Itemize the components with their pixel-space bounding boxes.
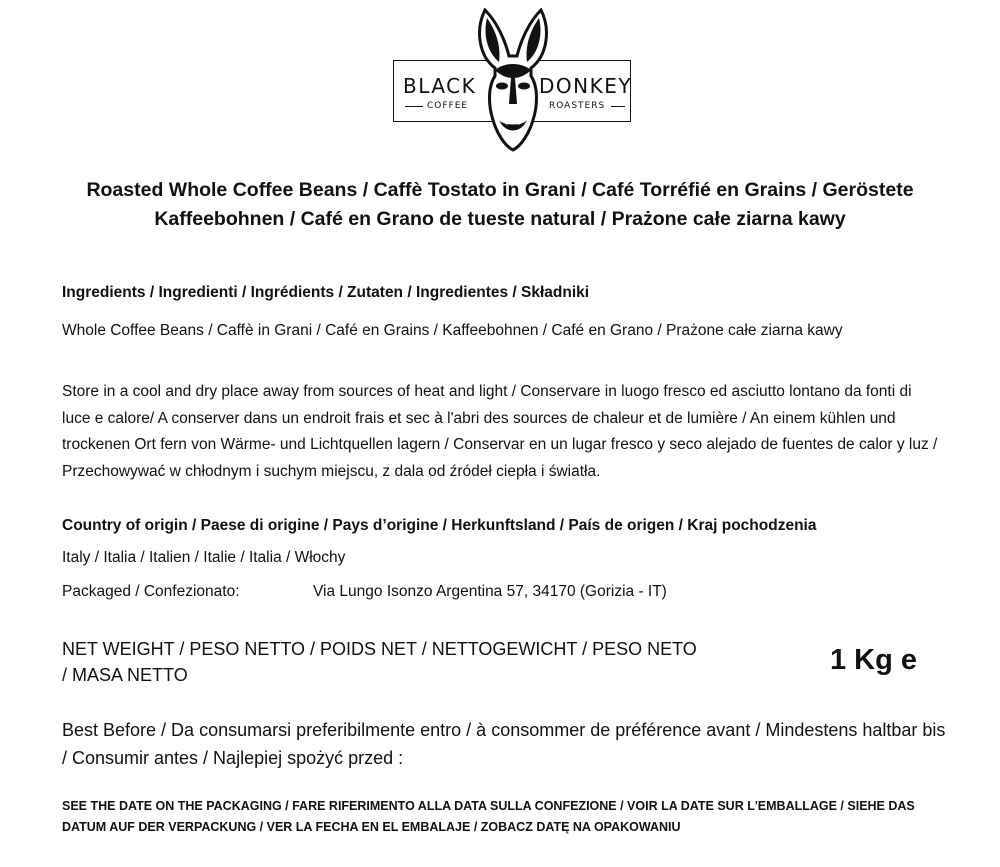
- best-before-label: Best Before / Da consumarsi preferibilmente entro / à consommer de préférence avant / Mindestens haltbar bis / Consumir antes / Najlepiej spożyć przed :: [62, 720, 946, 768]
- logo-rule-left: [405, 106, 423, 107]
- origin-heading: Country of origin / Paese di origine / Pays d’origine / Herkunftsland / País de origen / Kraj pochodzenia: [62, 517, 817, 534]
- logo-word-donkey: DONKEY: [539, 74, 633, 98]
- ingredients-text: Whole Coffee Beans / Caffè in Grani / Café en Grains / Kaffeebohnen / Café en Grano / Prażone całe ziarna kawy: [62, 322, 843, 339]
- net-weight-label: NET WEIGHT / PESO NETTO / POIDS NET / NETTOGEWICHT / PESO NETO / MASA NETTO: [62, 639, 697, 685]
- origin-text: Italy / Italia / Italien / Italie / Italia / Włochy: [62, 549, 346, 566]
- brand-logo: [393, 8, 633, 156]
- logo-sub-roasters: ROASTERS: [549, 101, 606, 111]
- product-title: Roasted Whole Coffee Beans / Caffè Tostato in Grani / Café Torréfié en Grains / Geröstete Kaffeebohnen / Café en Grano de tueste natural / Prażone całe ziarna kawy: [86, 179, 914, 230]
- logo-sub-coffee: COFFEE: [427, 101, 469, 111]
- storage-instructions: Store in a cool and dry place away from sources of heat and light / Conservare in luogo fresco ed asciutto lontano da fonti di luce e calore/ A conserver dans un endroit frais et sec à l'abri des sources de chaleur et de lumière / An einem kühlen und trockenen Ort fern von Wärme- und Lichtquellen lagern / Conservar en un lugar fresco y seco alejado de fuentes de calor y luz / Przechowywać w chłodnym i suchym miejscu, z dala od źródeł ciepła i światła.: [62, 383, 938, 480]
- net-weight-value: 1 Kg e: [830, 644, 918, 676]
- ingredients-heading: Ingredients / Ingredienti / Ingrédients / Zutaten / Ingredientes / Składniki: [62, 284, 590, 301]
- packaged-address: Via Lungo Isonzo Argentina 57, 34170 (Gorizia - IT): [313, 583, 667, 600]
- logo-rule-right: [611, 106, 625, 107]
- packaged-label: Packaged / Confezionato:: [62, 583, 240, 600]
- logo-word-black: BLACK: [403, 74, 477, 98]
- date-note: SEE THE DATE ON THE PACKAGING / FARE RIFERIMENTO ALLA DATA SULLA CONFEZIONE / VOIR LA DATE SUR L'EMBALLAGE / SIEHE DAS DATUM AUF DER VERPACKUNG / VER LA FECHA EN EL EMBALAJE / ZOBACZ DATĘ NA OPAKOWANIU: [62, 799, 915, 834]
- donkey-head-icon: [465, 8, 561, 156]
